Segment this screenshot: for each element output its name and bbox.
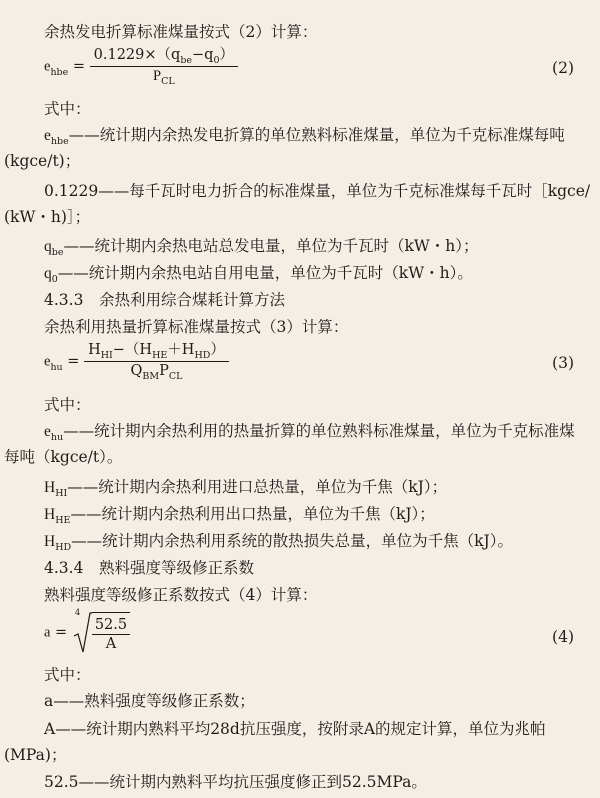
definition-line: a——熟料强度等级修正系数； <box>44 692 255 710</box>
radicand <box>92 612 130 653</box>
denominator <box>84 362 229 382</box>
equation-number: (3) <box>552 354 574 372</box>
eq-symbol: e <box>44 353 51 370</box>
def-text: ——统计期内余热利用系统的散热损失总量，单位为千焦（kJ）。 <box>71 532 513 550</box>
numerator <box>90 46 238 67</box>
radical <box>72 608 130 653</box>
def-symbol: H <box>44 479 56 496</box>
text-line: 式中： <box>44 666 91 684</box>
eq-symbol: a <box>44 624 51 641</box>
section-heading: 4.3.4 熟料强度等级修正系数 <box>44 559 254 577</box>
def-text: ——统计期内余热利用进口总热量，单位为千焦（kJ）； <box>67 478 448 496</box>
fraction <box>90 46 238 87</box>
def-subscript: HE <box>55 515 71 526</box>
def-text: ——统计期内余热发电折算的单位熟料标准煤量，单位为千克标准煤每吨 <box>68 126 565 144</box>
def-symbol: e <box>44 423 51 440</box>
definition-line <box>0 420 600 445</box>
text-line: 式中： <box>44 396 91 414</box>
den-part: P <box>153 68 162 84</box>
equation-number: (2) <box>552 59 574 77</box>
definition-line <box>0 530 600 555</box>
num-subscript: 0 <box>213 55 220 66</box>
num-part: H <box>88 342 101 358</box>
def-symbol: q <box>44 265 52 282</box>
def-symbol: H <box>44 533 56 550</box>
eq-sign: = <box>72 58 86 75</box>
eq-sign: = <box>67 353 80 370</box>
def-text: ——统计期内余热电站总发电量，单位为千瓦时（kW・h）； <box>63 237 479 255</box>
numerator: 52.5 <box>92 616 130 635</box>
definition-line: A——统计期内熟料平均28d抗压强度，按附录A的规定计算，单位为兆帕 <box>44 720 546 738</box>
denominator: A <box>105 636 117 652</box>
equation-number: (4) <box>552 628 574 646</box>
equation-4 <box>44 608 130 653</box>
definition-line <box>0 124 600 149</box>
text-line: 每吨（kgce/t）。 <box>4 448 123 466</box>
num-part: 0.1229×（q <box>93 47 181 63</box>
def-subscript: 0 <box>51 274 58 285</box>
text-line: (kgce/t)； <box>4 152 81 170</box>
num-subscript: be <box>180 55 193 66</box>
num-part: −q <box>192 47 214 63</box>
def-symbol: H <box>44 506 56 523</box>
def-subscript: HD <box>55 542 72 553</box>
def-subscript: be <box>51 247 64 258</box>
definition-line <box>0 235 600 260</box>
radical-index: 4 <box>74 608 81 618</box>
definition-line <box>0 503 600 528</box>
def-text: ——统计期内余热电站自用电量，单位为千瓦时（kW・h）。 <box>57 264 473 282</box>
section-heading: 4.3.3 余热利用综合煤耗计算方法 <box>44 291 285 309</box>
eq-sign: = <box>55 624 68 641</box>
def-subscript: HI <box>55 488 68 499</box>
denominator <box>90 67 238 87</box>
text-line: 式中： <box>44 100 91 118</box>
num-subscript: HE <box>152 350 168 361</box>
definition-line: 52.5——统计期内熟料平均抗压强度修正到52.5MPa。 <box>44 773 427 791</box>
eq-symbol: e <box>44 58 51 75</box>
definition-line <box>0 262 600 287</box>
text-line: 余热发电折算标准煤量按式（2）计算： <box>44 23 318 41</box>
def-text: ——统计期内余热利用出口热量，单位为千焦（kJ）； <box>70 505 435 523</box>
den-subscript: CL <box>161 76 175 87</box>
text-line: (kW・h)］； <box>4 208 91 226</box>
den-subscript: BM <box>142 371 160 382</box>
text-line: (MPa)； <box>4 746 67 764</box>
text-line: 余热利用热量折算标准煤量按式（3）计算： <box>44 318 349 336</box>
num-subscript: HI <box>100 350 113 361</box>
num-part: −（H <box>112 342 153 358</box>
fraction <box>84 341 229 382</box>
num-part: ） <box>219 47 235 63</box>
eq-subscript: hbe <box>50 66 69 78</box>
num-part: ＋H <box>167 342 195 358</box>
radical-sign-icon <box>72 612 92 654</box>
def-symbol: q <box>44 238 52 255</box>
text-line: 熟料强度等级修正系数按式（4）计算： <box>44 586 318 604</box>
equation-2 <box>44 46 238 87</box>
equation-3 <box>44 341 229 382</box>
num-part: ） <box>210 342 225 358</box>
def-text: ——统计期内余热利用的热量折算的单位熟料标准煤量，单位为千克标准煤 <box>63 422 575 440</box>
definition-line: 0.1229——每千瓦时电力折合的标准煤量，单位为千克标准煤每千瓦时［kgce/ <box>44 182 591 200</box>
den-part: P <box>159 363 169 379</box>
den-part: Q <box>130 363 143 379</box>
numerator <box>84 341 229 362</box>
definition-line <box>0 476 600 501</box>
num-subscript: HD <box>194 350 211 361</box>
den-subscript: CL <box>168 371 183 382</box>
def-subscript: hbe <box>50 136 69 147</box>
def-subscript: hu <box>50 432 64 443</box>
def-symbol: e <box>44 127 51 144</box>
eq-subscript: hu <box>50 361 63 373</box>
